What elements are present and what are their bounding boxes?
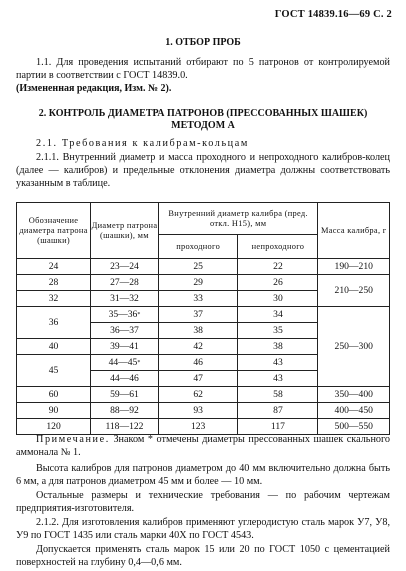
cell-mass: 500—550: [318, 419, 390, 435]
header-diameter: Диаметр патрона (шашки), мм: [91, 203, 159, 259]
para-2-1-2: 2.1.2. Для изготовления калибров применяют углеродистую сталь марок У7, У8, У9 по ГОСТ 1435 или сталь марки 40Х по ГОСТ 4543.: [16, 517, 390, 542]
cell-designation: 28: [17, 275, 91, 291]
cell-pass: 123: [158, 419, 238, 435]
diameter-value: 44—45: [108, 356, 138, 368]
cell-nopass: 35: [238, 323, 318, 339]
cell-pass: 93: [158, 403, 238, 419]
table-row: [17, 403, 390, 419]
section1-title: 1. ОТБОР ПРОБ: [165, 37, 241, 48]
cell-pass: 47: [158, 371, 238, 387]
cell-diameter: 23—24: [91, 259, 159, 275]
table-row: [17, 275, 390, 291]
cell-nopass: 34: [238, 307, 318, 323]
note-label: Примечание.: [36, 434, 110, 445]
cell-designation: 60: [17, 387, 91, 403]
cell-designation: 90: [17, 403, 91, 419]
cell-nopass: 117: [238, 419, 318, 435]
cell-designation: 24: [17, 259, 91, 275]
table-row: [17, 307, 390, 323]
cell-nopass: 30: [238, 291, 318, 307]
amendment-note: (Измененная редакция, Изм. № 2).: [16, 83, 172, 94]
cell-pass: 29: [158, 275, 238, 291]
cell-diameter: 31—32: [91, 291, 159, 307]
cell-pass: 33: [158, 291, 238, 307]
cell-nopass: 58: [238, 387, 318, 403]
cell-nopass: 22: [238, 259, 318, 275]
star-mark: *: [137, 311, 141, 318]
table-row: [17, 259, 390, 275]
cell-designation: 40: [17, 339, 91, 355]
cell-nopass: 87: [238, 403, 318, 419]
cell-mass: 400—450: [318, 403, 390, 419]
subtitle-text: 2.1. Требования к калибрам-кольцам: [36, 138, 249, 149]
cell-diameter: 118—122: [91, 419, 159, 435]
cell-diameter: [91, 307, 159, 323]
section2-title-line1: 2. КОНТРОЛЬ ДИАМЕТРА ПАТРОНОВ (ПРЕССОВАННЫХ ШАШЕК): [38, 108, 368, 119]
cell-nopass: 38: [238, 339, 318, 355]
header-nopass: непроходного: [238, 235, 318, 259]
para-height: Высота калибров для патронов диаметром до 40 мм включительно должна быть 6 мм, а для патронов диаметром 45 мм и более — 10 мм.: [16, 463, 390, 488]
para-allowed: Допускается применять сталь марок 15 или 20 по ГОСТ 1050 с цементацией поверхностей на глубину 0,4—0,6 мм.: [16, 544, 390, 569]
cell-nopass: 43: [238, 371, 318, 387]
para-other: Остальные размеры и технические требования — по рабочим чертежам предприятия-изготовителя.: [16, 490, 390, 515]
cell-diameter: 44—46: [91, 371, 159, 387]
table-header-row: [17, 203, 390, 235]
calibre-table: [16, 202, 390, 435]
cell-pass: 25: [158, 259, 238, 275]
cell-mass: 210—250: [318, 275, 390, 307]
cell-nopass: 43: [238, 355, 318, 371]
cell-pass: 46: [158, 355, 238, 371]
header-designation: Обозначение диаметра патрона (шашки): [17, 203, 91, 259]
header-inner-diameter: Внутренний диаметр калибра (пред. откл. Н15), мм: [158, 203, 318, 235]
cell-designation: 36: [17, 307, 91, 339]
cell-mass: 350—400: [318, 387, 390, 403]
section1-text: 1.1. Для проведения испытаний отбирают по 5 патронов от контролируемой партии в соответствии с ГОСТ 14839.0.: [16, 57, 390, 82]
table-row: [17, 387, 390, 403]
cell-diameter: 39—41: [91, 339, 159, 355]
cell-diameter: 59—61: [91, 387, 159, 403]
cell-diameter: 88—92: [91, 403, 159, 419]
cell-designation: 120: [17, 419, 91, 435]
header-mass: Масса калибра, г: [318, 203, 390, 259]
cell-pass: 37: [158, 307, 238, 323]
cell-pass: 62: [158, 387, 238, 403]
cell-nopass: 26: [238, 275, 318, 291]
section2-title-line2: МЕТОДОМ А: [171, 120, 235, 131]
cell-diameter: 36—37: [91, 323, 159, 339]
cell-designation: 32: [17, 291, 91, 307]
cell-mass: 190—210: [318, 259, 390, 275]
cell-designation: 45: [17, 355, 91, 387]
table-note: [16, 433, 390, 459]
cell-pass: 42: [158, 339, 238, 355]
cell-diameter: 27—28: [91, 275, 159, 291]
cell-diameter: [91, 355, 159, 371]
section2-text: 2.1.1. Внутренний диаметр и масса проходного и непроходного калибров-колец (далее — калибров) и предельные отклонения диаметра должны соответствовать указанным в таблице.: [16, 152, 390, 190]
star-mark: *: [137, 359, 141, 366]
section2-subtitle: [36, 137, 390, 150]
diameter-value: 35—36: [108, 308, 138, 320]
cell-mass: 250—300: [318, 307, 390, 387]
cell-pass: 38: [158, 323, 238, 339]
header-pass: проходного: [158, 235, 238, 259]
page-header: ГОСТ 14839.16—69 С. 2: [274, 9, 392, 20]
note-text: Знаком * отмечены диаметры прессованных шашек скального аммонала № 1.: [16, 434, 391, 459]
